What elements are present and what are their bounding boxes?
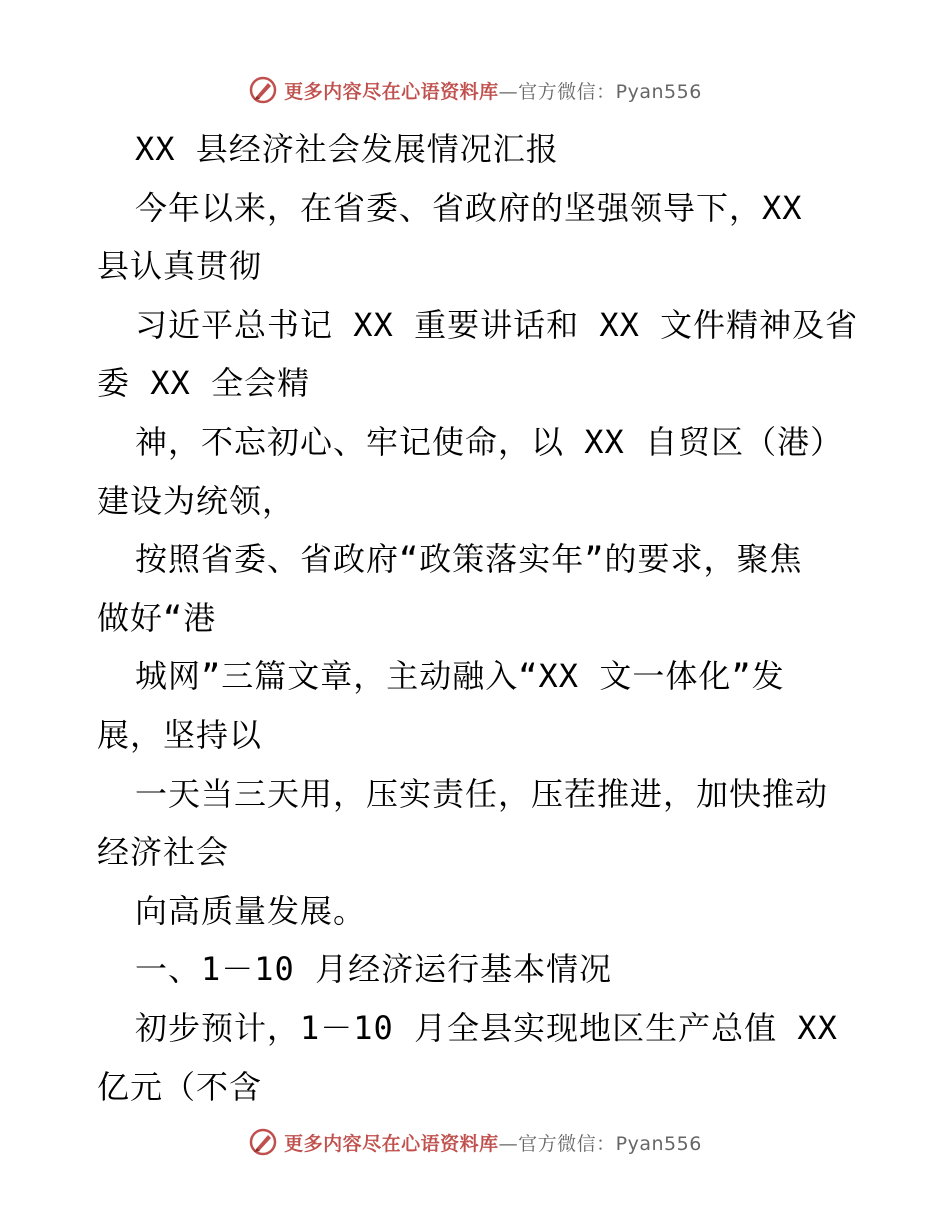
text-line: 做好“港 <box>97 598 217 637</box>
text-line: 县认真贯彻 <box>97 247 263 286</box>
footer-banner <box>0 1122 950 1162</box>
header-banner <box>0 70 950 110</box>
document-title: XX 县经济社会发展情况汇报 <box>135 130 559 168</box>
banner-content <box>248 75 702 105</box>
text-line: 初步预计，1－10 月全县实现地区生产总值 XX <box>135 1008 838 1047</box>
text-line: 一天当三天用，压实责任，压茬推进，加快推动 <box>135 774 829 813</box>
text-line: 今年以来，在省委、省政府的坚强领导下，XX <box>135 188 803 227</box>
banner-contact-text: 官方微信：Pyan556 <box>518 80 702 103</box>
text-line: 城网”三篇文章，主动融入“XX 文一体化”发 <box>135 657 785 696</box>
text-line: 建设为统领， <box>97 481 296 520</box>
banner-content <box>248 1127 702 1157</box>
text-line: 习近平总书记 XX 重要讲话和 XX 文件精神及省 <box>135 305 859 344</box>
banner-main-text: 更多内容尽在心语资料库 <box>284 80 499 103</box>
text-line: 展，坚持以 <box>97 715 263 754</box>
text-line: 经济社会 <box>97 833 230 872</box>
document-body <box>97 120 857 1116</box>
text-line: 委 XX 全会精 <box>97 364 311 403</box>
text-line: 按照省委、省政府“政策落实年”的要求，聚焦 <box>135 540 803 579</box>
banner-main-text: 更多内容尽在心语资料库 <box>284 1132 499 1155</box>
text-line: 亿元（不含 <box>97 1067 263 1106</box>
banner-contact-text: 官方微信：Pyan556 <box>518 1132 702 1155</box>
banner-separator: — <box>498 80 519 103</box>
pen-circle-logo-icon <box>248 75 278 105</box>
pen-circle-logo-icon <box>248 1127 278 1157</box>
text-line: 神，不忘初心、牢记使命，以 XX 自贸区（港） <box>135 422 844 461</box>
banner-text <box>284 77 702 104</box>
section-heading: 一、1－10 月经济运行基本情况 <box>135 950 613 989</box>
text-line: 向高质量发展。 <box>135 891 367 930</box>
banner-text <box>284 1129 702 1156</box>
banner-separator: — <box>498 1132 519 1155</box>
